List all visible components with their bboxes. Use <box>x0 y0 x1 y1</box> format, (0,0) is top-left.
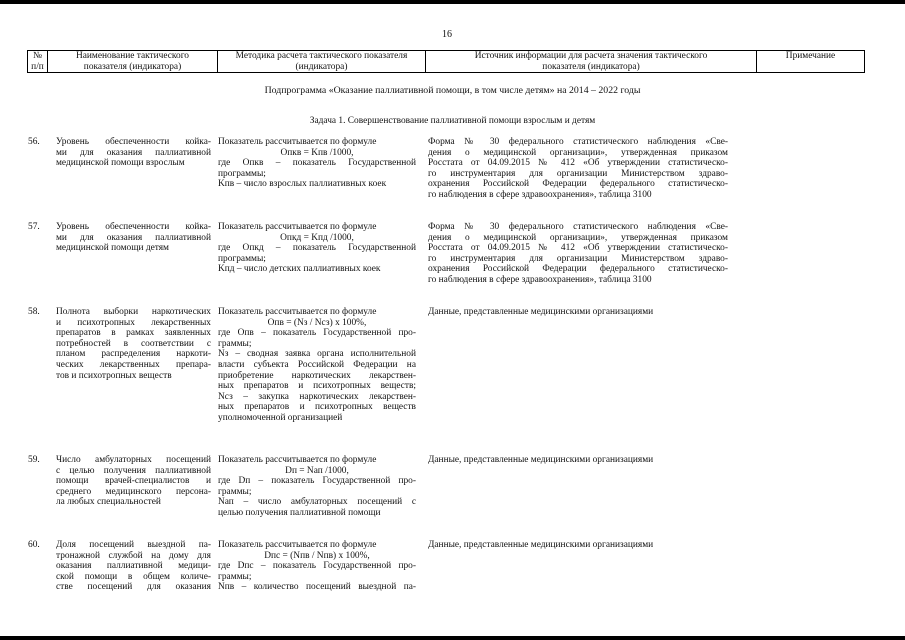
subprogram-title: Подпрограмма «Оказание паллиативной помощи, в том числе детям» на 2014 – 2022 годы <box>264 85 641 96</box>
calculation-method: Показатель рассчитывается по формуле Oпкд = Kпд /1000, где Oпкд – показатель Государственной программы; Kпд – число детских паллиативных коек <box>218 222 416 275</box>
calculation-method: Показатель рассчитывается по формуле Dп = Nап /1000, где Dп – показатель Государственной про- граммы; Nап – число амбулаторных посещений с целью получения паллиативной помощи <box>218 455 416 518</box>
calculation-method: Показатель рассчитывается по формуле Oпкв = Kпв /1000, где Oпкв – показатель Государственной программы; Kпв – число взрослых паллиативных коек <box>218 137 416 190</box>
information-source: Данные, представленные медицинскими организациями <box>428 540 654 550</box>
header-col-note: Примечание <box>757 51 865 73</box>
task-title: Задача 1. Совершенствование паллиативной помощи взрослым и детям <box>309 116 596 126</box>
indicator-name: Уровень обеспеченности койка- ми для оказания паллиативной медицинской помощи детям <box>56 222 211 254</box>
page-number: 16 <box>442 29 452 40</box>
calculation-method: Показатель рассчитывается по формуле Dпс = (Nпв / Nпв) x 100%, где Dпс – показатель Государственной про- граммы; Nпв – количество посещений выездной па- <box>218 540 416 593</box>
indicator-name: Доля посещений выездной па- тронажной службой на дому для оказания паллиативной медици- ской помощи в общем количе- стве посещений для оказания <box>56 540 211 593</box>
calculation-method: Показатель рассчитывается по формуле Oпв = (Nз / Nсз) x 100%, где Oпв – показатель Государственной про- граммы; Nз – сводная заявка органа исполнительной власти субъекта Российской Федерации на приобретение наркотических лекарствен- ных препаратов и психотропных веществ; Nсз – закупка наркотических лекарствен- ных препаратов и психотропных веществ уполномоченной организацией <box>218 307 416 423</box>
information-source: Форма № 30 федерального статистического наблюдения «Све- дения о медицинской организации», утвержденная приказом Росстата от 04.09.2015 № 412 «Об утверждении статистическо- го инструментария для организации Министерством здраво- охранения Российской Федерации федерального статистическо- го наблюдения в сфере здравоохранения», таблица 3100 <box>428 222 728 285</box>
header-col-name: Наименование тактического показателя (индикатора) <box>48 51 218 73</box>
formula: Dп = Nап /1000, <box>285 465 349 476</box>
indicator-name: Уровень обеспеченности койка- ми для оказания паллиативной медицинской помощи взрослым <box>56 137 211 169</box>
information-source: Форма № 30 федерального статистического наблюдения «Све- дения о медицинской организации», утвержденная приказом Росстата от 04.09.2015 № 412 «Об утверждении статистическо- го инструментария для организации Министерством здраво- охранения Российской Федерации федерального статистическо- го наблюдения в сфере здравоохранения», таблица 3100 <box>428 137 728 200</box>
row-number: 56. <box>28 137 40 147</box>
indicator-name: Полнота выборки наркотических и психотропных лекарственных препаратов в рамках заявленных потребностей в соответствии с планом распределения наркоти- ческих лекарственных препара- тов и психотропных веществ <box>56 307 211 381</box>
row-number: 59. <box>28 455 40 465</box>
formula: Oпв = (Nз / Nсз) x 100%, <box>267 317 367 328</box>
bottom-border <box>0 636 905 640</box>
header-col-source: Источник информации для расчета значения тактического показателя (индикатора) <box>426 51 757 73</box>
row-number: 58. <box>28 307 40 317</box>
header-col-method: Методика расчета тактического показателя (индикатора) <box>218 51 426 73</box>
row-number: 60. <box>28 540 40 550</box>
formula: Oпкв = Kпв /1000, <box>280 147 354 158</box>
formula: Oпкд = Kпд /1000, <box>280 232 354 243</box>
formula: Dпс = (Nпв / Nпв) x 100%, <box>264 550 370 561</box>
row-number: 57. <box>28 222 40 232</box>
information-source: Данные, представленные медицинскими организациями <box>428 455 654 465</box>
indicator-name: Число амбулаторных посещений с целью получения паллиативной помощи врачей-специалистов и среднего медицинского персона- ла любых специальностей <box>56 455 211 508</box>
header-col-number: № п/п <box>28 51 48 73</box>
top-border <box>0 0 905 4</box>
table-header <box>27 50 865 73</box>
information-source: Данные, представленные медицинскими организациями <box>428 307 654 317</box>
